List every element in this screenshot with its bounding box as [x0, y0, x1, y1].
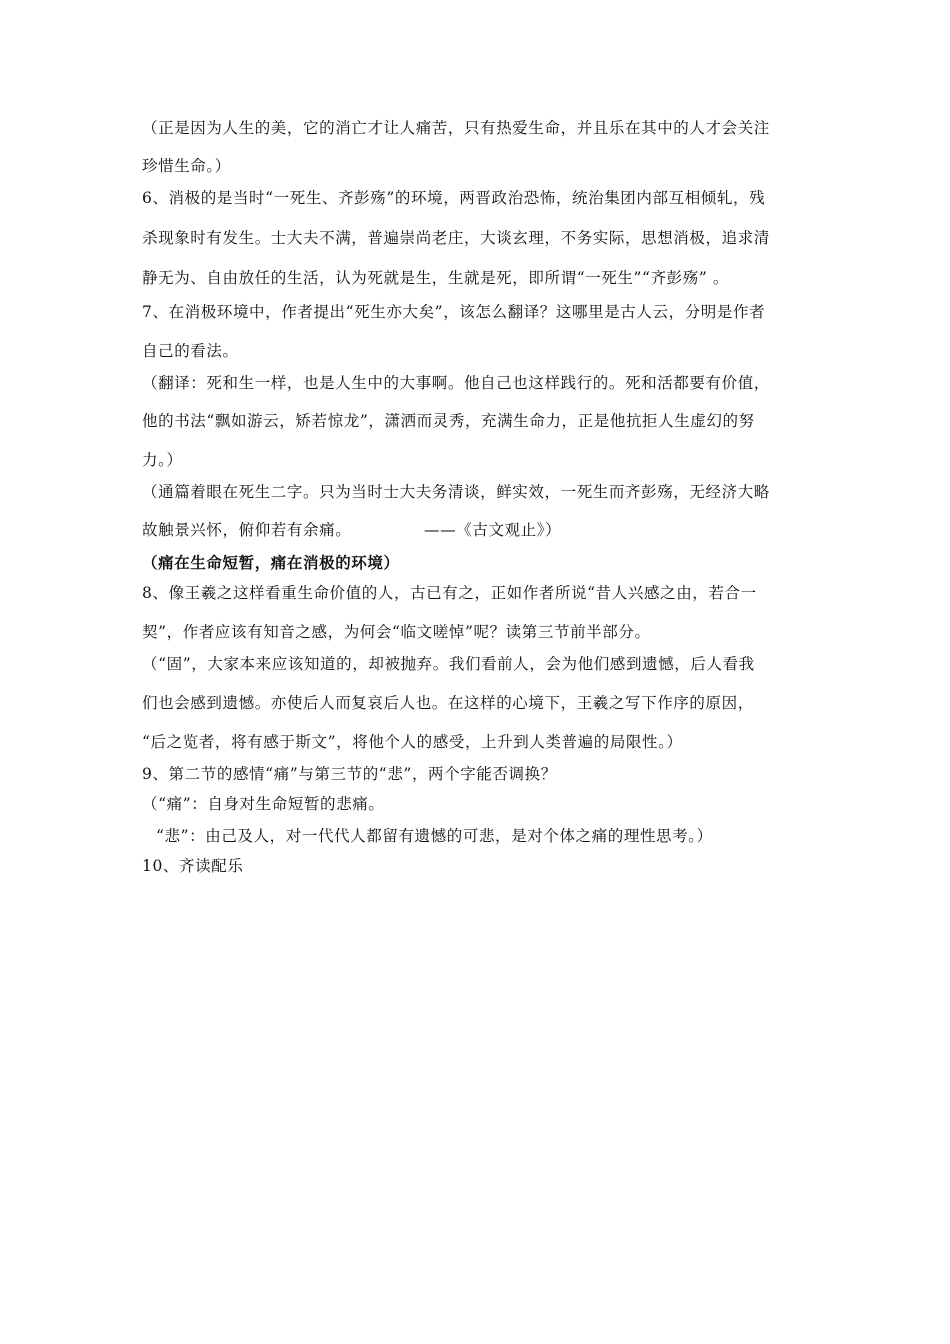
text-line: 9、第二节的感情“痛”与第三节的“悲”，两个字能否调换？: [142, 765, 557, 783]
text-line: 故触景兴怀，俯仰若有余痛。 ——《古文观止》）: [142, 521, 562, 539]
text-line: 6、消极的是当时“一死生、齐彭殇”的环境，两晋政治恐怖，统治集团内部互相倾轧，残: [142, 189, 766, 207]
text-line: （“固”，大家本来应该知道的，却被抛弃。我们看前人，会为他们感到遗憾，后人看我: [142, 655, 755, 673]
text-line: 力。）: [142, 451, 183, 469]
text-line: 契”，作者应该有知音之感，为何会“临文嗟悼”呢？读第三节前半部分。: [142, 623, 651, 641]
text-line: （正是因为人生的美，它的消亡才让人痛苦，只有热爱生命，并且乐在其中的人才会关注: [142, 119, 770, 137]
text-line: 7、在消极环境中，作者提出“死生亦大矣”，该怎么翻译？这哪里是古人云，分明是作者: [142, 303, 766, 321]
text-line: 静无为、自由放任的生活，认为死就是生，生就是死，即所谓“一死生”“齐彭殇” 。: [142, 269, 730, 287]
text-line: （翻译：死和生一样，也是人生中的大事啊。他自己也这样践行的。死和活都要有价值，: [142, 374, 770, 392]
text-line: （痛在生命短暂，痛在消极的环境）: [142, 553, 400, 572]
text-line: （通篇着眼在死生二字。只为当时士大夫务清谈，鲜实效，一死生而齐彭殇，无经济大略: [142, 483, 770, 501]
text-line: 10、齐读配乐: [142, 857, 244, 875]
text-line: 8、像王羲之这样看重生命价值的人，古已有之，正如作者所说“昔人兴感之由，若合一: [142, 584, 757, 602]
text-line: （“痛”：自身对生命短暂的悲痛。: [142, 795, 385, 813]
text-line: 们也会感到遗憾。亦使后人而复哀后人也。在这样的心境下，王羲之写下作序的原因，: [142, 694, 754, 712]
text-line: “悲”：由己及人，对一代代人都留有遗憾的可悲，是对个体之痛的理性思考。）: [156, 827, 713, 845]
text-line: “后之览者，将有感于斯文”，将他个人的感受，上升到人类普遍的局限性。）: [142, 733, 683, 751]
text-line: 自己的看法。: [142, 342, 239, 360]
text-line: 珍惜生命。）: [142, 157, 231, 175]
text-line: 杀现象时有发生。士大夫不满，普遍崇尚老庄，大谈玄理，不务实际，思想消极，追求清: [142, 229, 770, 247]
text-line: 他的书法“飘如游云，矫若惊龙”，潇洒而灵秀，充满生命力，正是他抗拒人生虚幻的努: [142, 412, 755, 430]
document-page: [142, 118, 812, 876]
